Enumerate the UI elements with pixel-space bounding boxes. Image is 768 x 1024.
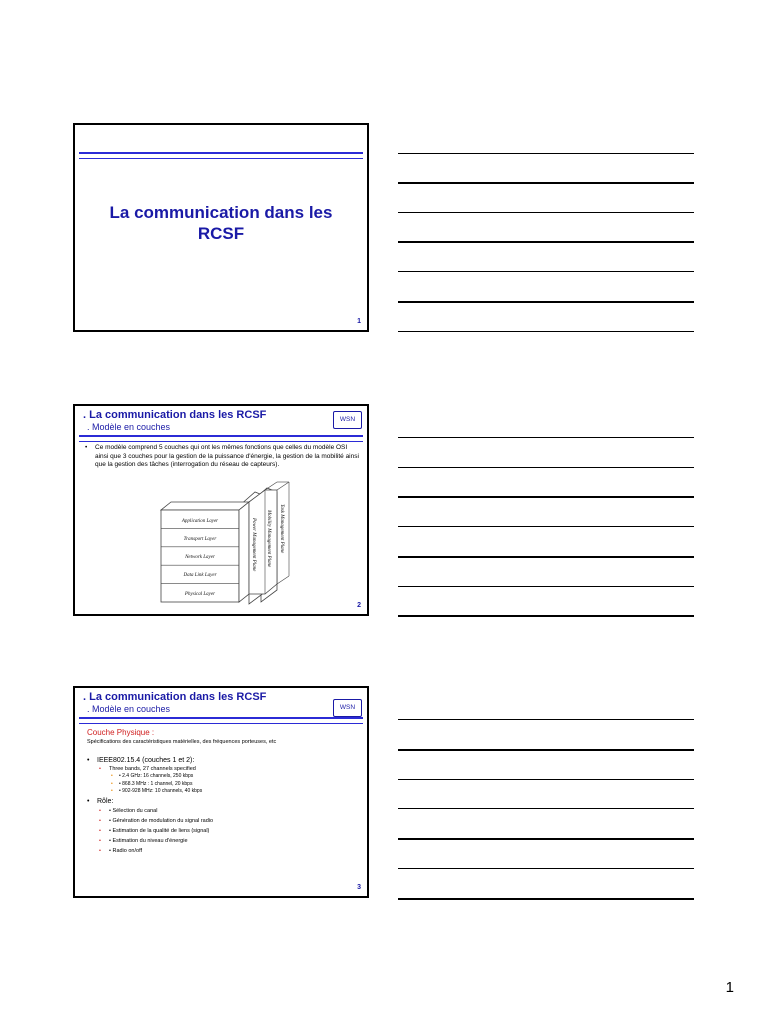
slide-2-number: 2 — [357, 602, 361, 609]
band-item: • • 2.4 GHz: 16 channels, 250 kbps — [111, 773, 194, 779]
layer-label: Application Layer — [181, 519, 219, 524]
slide-3-subtitle: . Modèle en couches — [87, 704, 171, 714]
notes-line — [398, 153, 694, 154]
band-item: • • 868.3 MHz : 1 channel, 20 kbps — [111, 780, 193, 787]
bullet-dot: • — [99, 817, 101, 824]
plane-label: Mobility Management Plane — [266, 510, 271, 568]
notes-line — [398, 496, 694, 498]
roles-list — [87, 806, 357, 856]
plane-label: Task Management Plane — [279, 504, 284, 554]
role-entry: • • Radio on/off — [99, 847, 143, 854]
slide-2 — [73, 404, 369, 616]
notes-line — [398, 838, 694, 840]
notes-line — [398, 271, 694, 272]
slide-1 — [73, 123, 369, 332]
bullet-dot: • — [99, 766, 101, 772]
bullet-dot: • — [99, 847, 101, 854]
slide-2-title: . La communication dans les RCSF — [83, 409, 267, 421]
notes-line — [398, 586, 694, 587]
notes-line — [398, 779, 694, 780]
content-list — [87, 756, 357, 856]
bullet-dot: • — [111, 773, 113, 779]
notes-line — [398, 467, 694, 468]
bullet-dot: • — [87, 757, 90, 764]
bullet-dot: • — [111, 780, 113, 787]
role-entry: • • Estimation de la qualité de liens (signal) — [99, 827, 210, 834]
notes-line — [398, 331, 694, 332]
std-sub-item: • Three bands, 27 channels specified — [99, 766, 196, 772]
page-number: 1 — [725, 979, 734, 996]
notes-line — [398, 749, 694, 751]
role-entry: • • Estimation du niveau d'énergie — [99, 837, 188, 844]
notes-line — [398, 437, 694, 438]
plane-label: Power Management Plane — [251, 518, 256, 572]
role-item: • Rôle: — [87, 797, 114, 805]
role-entry: • • Sélection du canal — [99, 807, 158, 814]
slide-3 — [73, 686, 369, 898]
notes-line — [398, 615, 694, 617]
bullet-dot: • — [99, 807, 101, 814]
role-entry: • • Génération de modulation du signal radio — [99, 817, 214, 824]
bullet-dot: • — [99, 827, 101, 834]
layer-label: Physical Layer — [184, 592, 216, 597]
notes-line — [398, 526, 694, 527]
bullet-dot: • — [85, 444, 88, 451]
notes-line — [398, 241, 694, 243]
bullet-dot: • — [99, 837, 101, 844]
slide-3-number: 3 — [357, 884, 361, 891]
notes-line — [398, 898, 694, 900]
title-rule — [79, 717, 363, 724]
layer-label: Transport Layer — [183, 537, 217, 542]
slide-2-bullet: • Ce modèle comprend 5 couches qui ont les mêmes fonctions que celles du modèle OSI ainsi que 3 couches pour la gestion de la puissance d'énergie, la gestion de la mobilité ainsi que la gestion des tâches (interrogation du réseau de capteurs). — [85, 444, 359, 468]
slide-2-subtitle: . Modèle en couches — [87, 422, 171, 432]
couche-physique-heading: Couche Physique : — [87, 728, 155, 737]
notes-line — [398, 808, 694, 809]
slide-3-title: . La communication dans les RCSF — [83, 691, 267, 703]
layer-label: Data Link Layer — [183, 573, 217, 578]
intro-text: Spécifications des caractéristiques matérielles, des fréquences porteuses, etc — [87, 739, 277, 745]
notes-line — [398, 212, 694, 213]
bullet-dot: • — [87, 797, 90, 805]
layer-label: Network Layer — [185, 555, 215, 560]
wsn-badge: WSN — [333, 699, 362, 717]
notes-line — [398, 301, 694, 303]
std-item: • IEEE802.15.4 (couches 1 et 2): — [87, 757, 195, 764]
notes-line — [398, 556, 694, 558]
bullet-dot: • — [111, 788, 113, 794]
layer-model-diagram — [75, 406, 371, 618]
wsn-badge: WSN — [333, 411, 362, 429]
slide-1-title: La communication dans les RCSF — [109, 203, 333, 243]
notes-line — [398, 182, 694, 184]
slide-1-number: 1 — [357, 318, 361, 325]
notes-line — [398, 719, 694, 720]
title-rule — [79, 152, 363, 159]
notes-line — [398, 868, 694, 869]
band-item: • • 902-928 MHz: 10 channels, 40 kbps — [111, 788, 203, 794]
bands-list — [87, 773, 357, 796]
